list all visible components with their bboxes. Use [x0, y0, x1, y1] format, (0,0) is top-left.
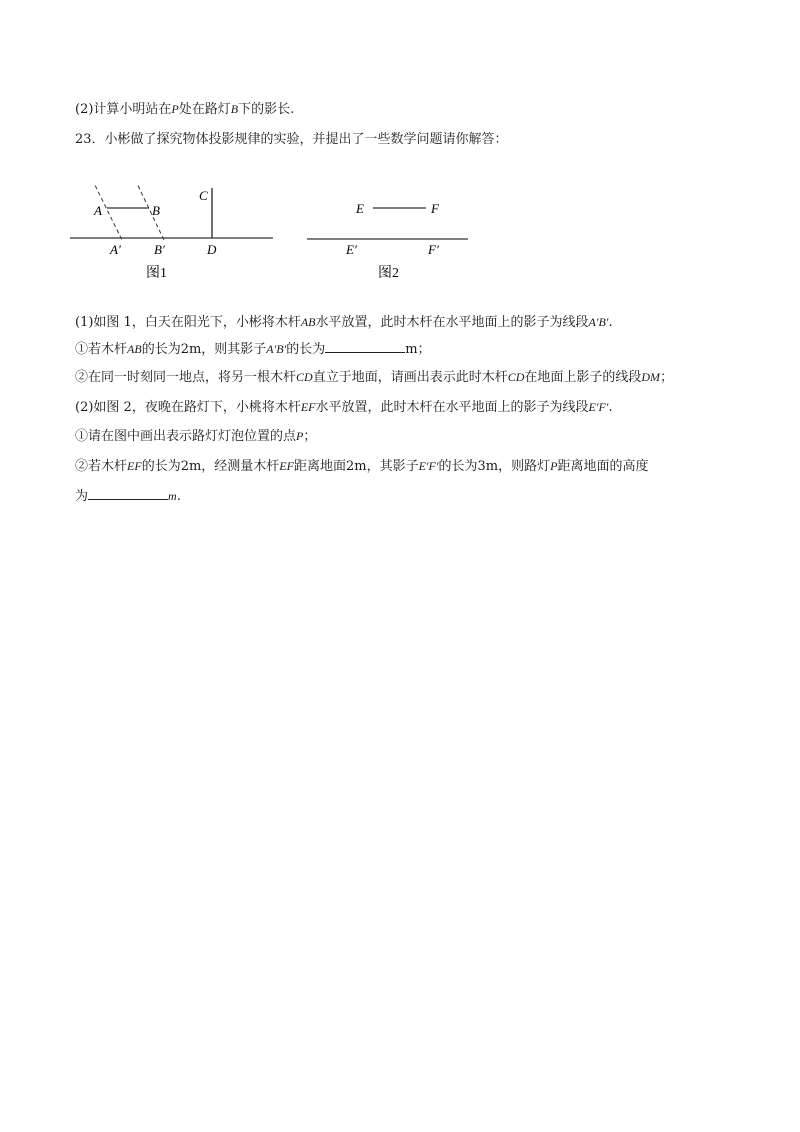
text-segment: .: [608, 315, 613, 330]
text-segment: .: [608, 400, 613, 415]
math-var: AB: [300, 315, 316, 329]
question-23-part2-sub2-cont: [75, 487, 181, 506]
label-b: B: [152, 203, 160, 218]
text-segment: 的长为: [286, 342, 326, 357]
answer-blank[interactable]: [325, 340, 405, 353]
math-var: E′F′: [588, 400, 609, 414]
text-segment: ①请在图中画出表示路灯灯泡位置的点: [75, 429, 297, 444]
question-23-part2-sub2: [75, 457, 648, 476]
question-23-part1-sub2: [75, 368, 673, 387]
math-var: P: [171, 102, 179, 116]
question-23-part1-sub1: [75, 340, 431, 359]
text-segment: ；: [303, 429, 317, 444]
text-segment: (2)如图 2，夜晚在路灯下，小桃将木杆: [75, 400, 301, 415]
question-23-part2: [75, 398, 613, 417]
text-segment: 距离地面的高度: [557, 459, 649, 474]
text-segment: 下的影长.: [238, 102, 295, 117]
question-22-part2: [75, 100, 294, 119]
figure-2-caption: 图2: [378, 266, 399, 281]
label-c: C: [199, 188, 208, 203]
math-var: AB: [127, 342, 142, 356]
label-d: D: [207, 242, 217, 257]
figure-2: [300, 183, 475, 283]
text-segment: (2)计算小明站在: [75, 102, 172, 117]
text-segment: ②若木杆: [75, 459, 128, 474]
math-var: EF: [300, 400, 316, 414]
label-f: F: [431, 201, 439, 216]
text-segment: 处在路灯: [178, 102, 231, 117]
math-var: DM: [641, 370, 661, 384]
label-e-prime: E′: [346, 242, 357, 257]
text-segment: 在地面上影子的线段: [524, 370, 642, 385]
math-var: A′B′: [266, 342, 287, 356]
text-segment: ；: [660, 370, 674, 385]
text-segment: 的长为2m，经测量木杆: [141, 459, 280, 474]
math-var: EF: [279, 459, 294, 473]
text-segment: m；: [405, 342, 431, 357]
label-e: E: [356, 201, 364, 216]
label-b-prime: B′: [154, 242, 165, 257]
text-segment: 直立于地面，请画出表示此时木杆: [312, 370, 508, 385]
text-segment: 为: [75, 489, 89, 504]
question-23-part1: [75, 313, 613, 332]
text-segment: ①若木杆: [75, 342, 128, 357]
math-var: CD: [296, 370, 313, 384]
text-segment: .: [176, 489, 181, 504]
figure-1-caption: 图1: [146, 266, 167, 281]
math-var: B: [230, 102, 239, 116]
text-segment: 23．小彬做了探究物体投影规律的实验，并提出了一些数学问题请你解答：: [75, 132, 508, 147]
label-f-prime: F′: [428, 242, 439, 257]
math-var: E′F′: [418, 459, 439, 473]
text-segment: ②在同一时刻同一地点，将另一根木杆: [75, 370, 297, 385]
question-23-part2-sub1: [75, 427, 316, 446]
answer-blank[interactable]: [88, 487, 168, 500]
question-23-stem: [75, 131, 508, 149]
text-segment: 的长为3m，则路灯: [438, 459, 551, 474]
text-segment: 的长为2m，则其影子: [141, 342, 267, 357]
text-segment: 水平放置，此时木杆在水平地面上的影子为线段: [315, 400, 589, 415]
math-var: EF: [127, 459, 142, 473]
math-var: m: [168, 489, 177, 503]
math-var: P: [550, 459, 558, 473]
text-segment: (1)如图 1，白天在阳光下，小彬将木杆: [75, 315, 301, 330]
text-segment: 距离地面2m，其影子: [293, 459, 419, 474]
math-var: CD: [507, 370, 525, 384]
label-a-prime: A′: [110, 242, 121, 257]
label-a: A: [94, 203, 102, 218]
math-var: A′B′: [588, 315, 609, 329]
figure-1: [70, 183, 275, 283]
text-segment: 水平放置，此时木杆在水平地面上的影子为线段: [315, 315, 589, 330]
math-var: P: [296, 429, 304, 443]
